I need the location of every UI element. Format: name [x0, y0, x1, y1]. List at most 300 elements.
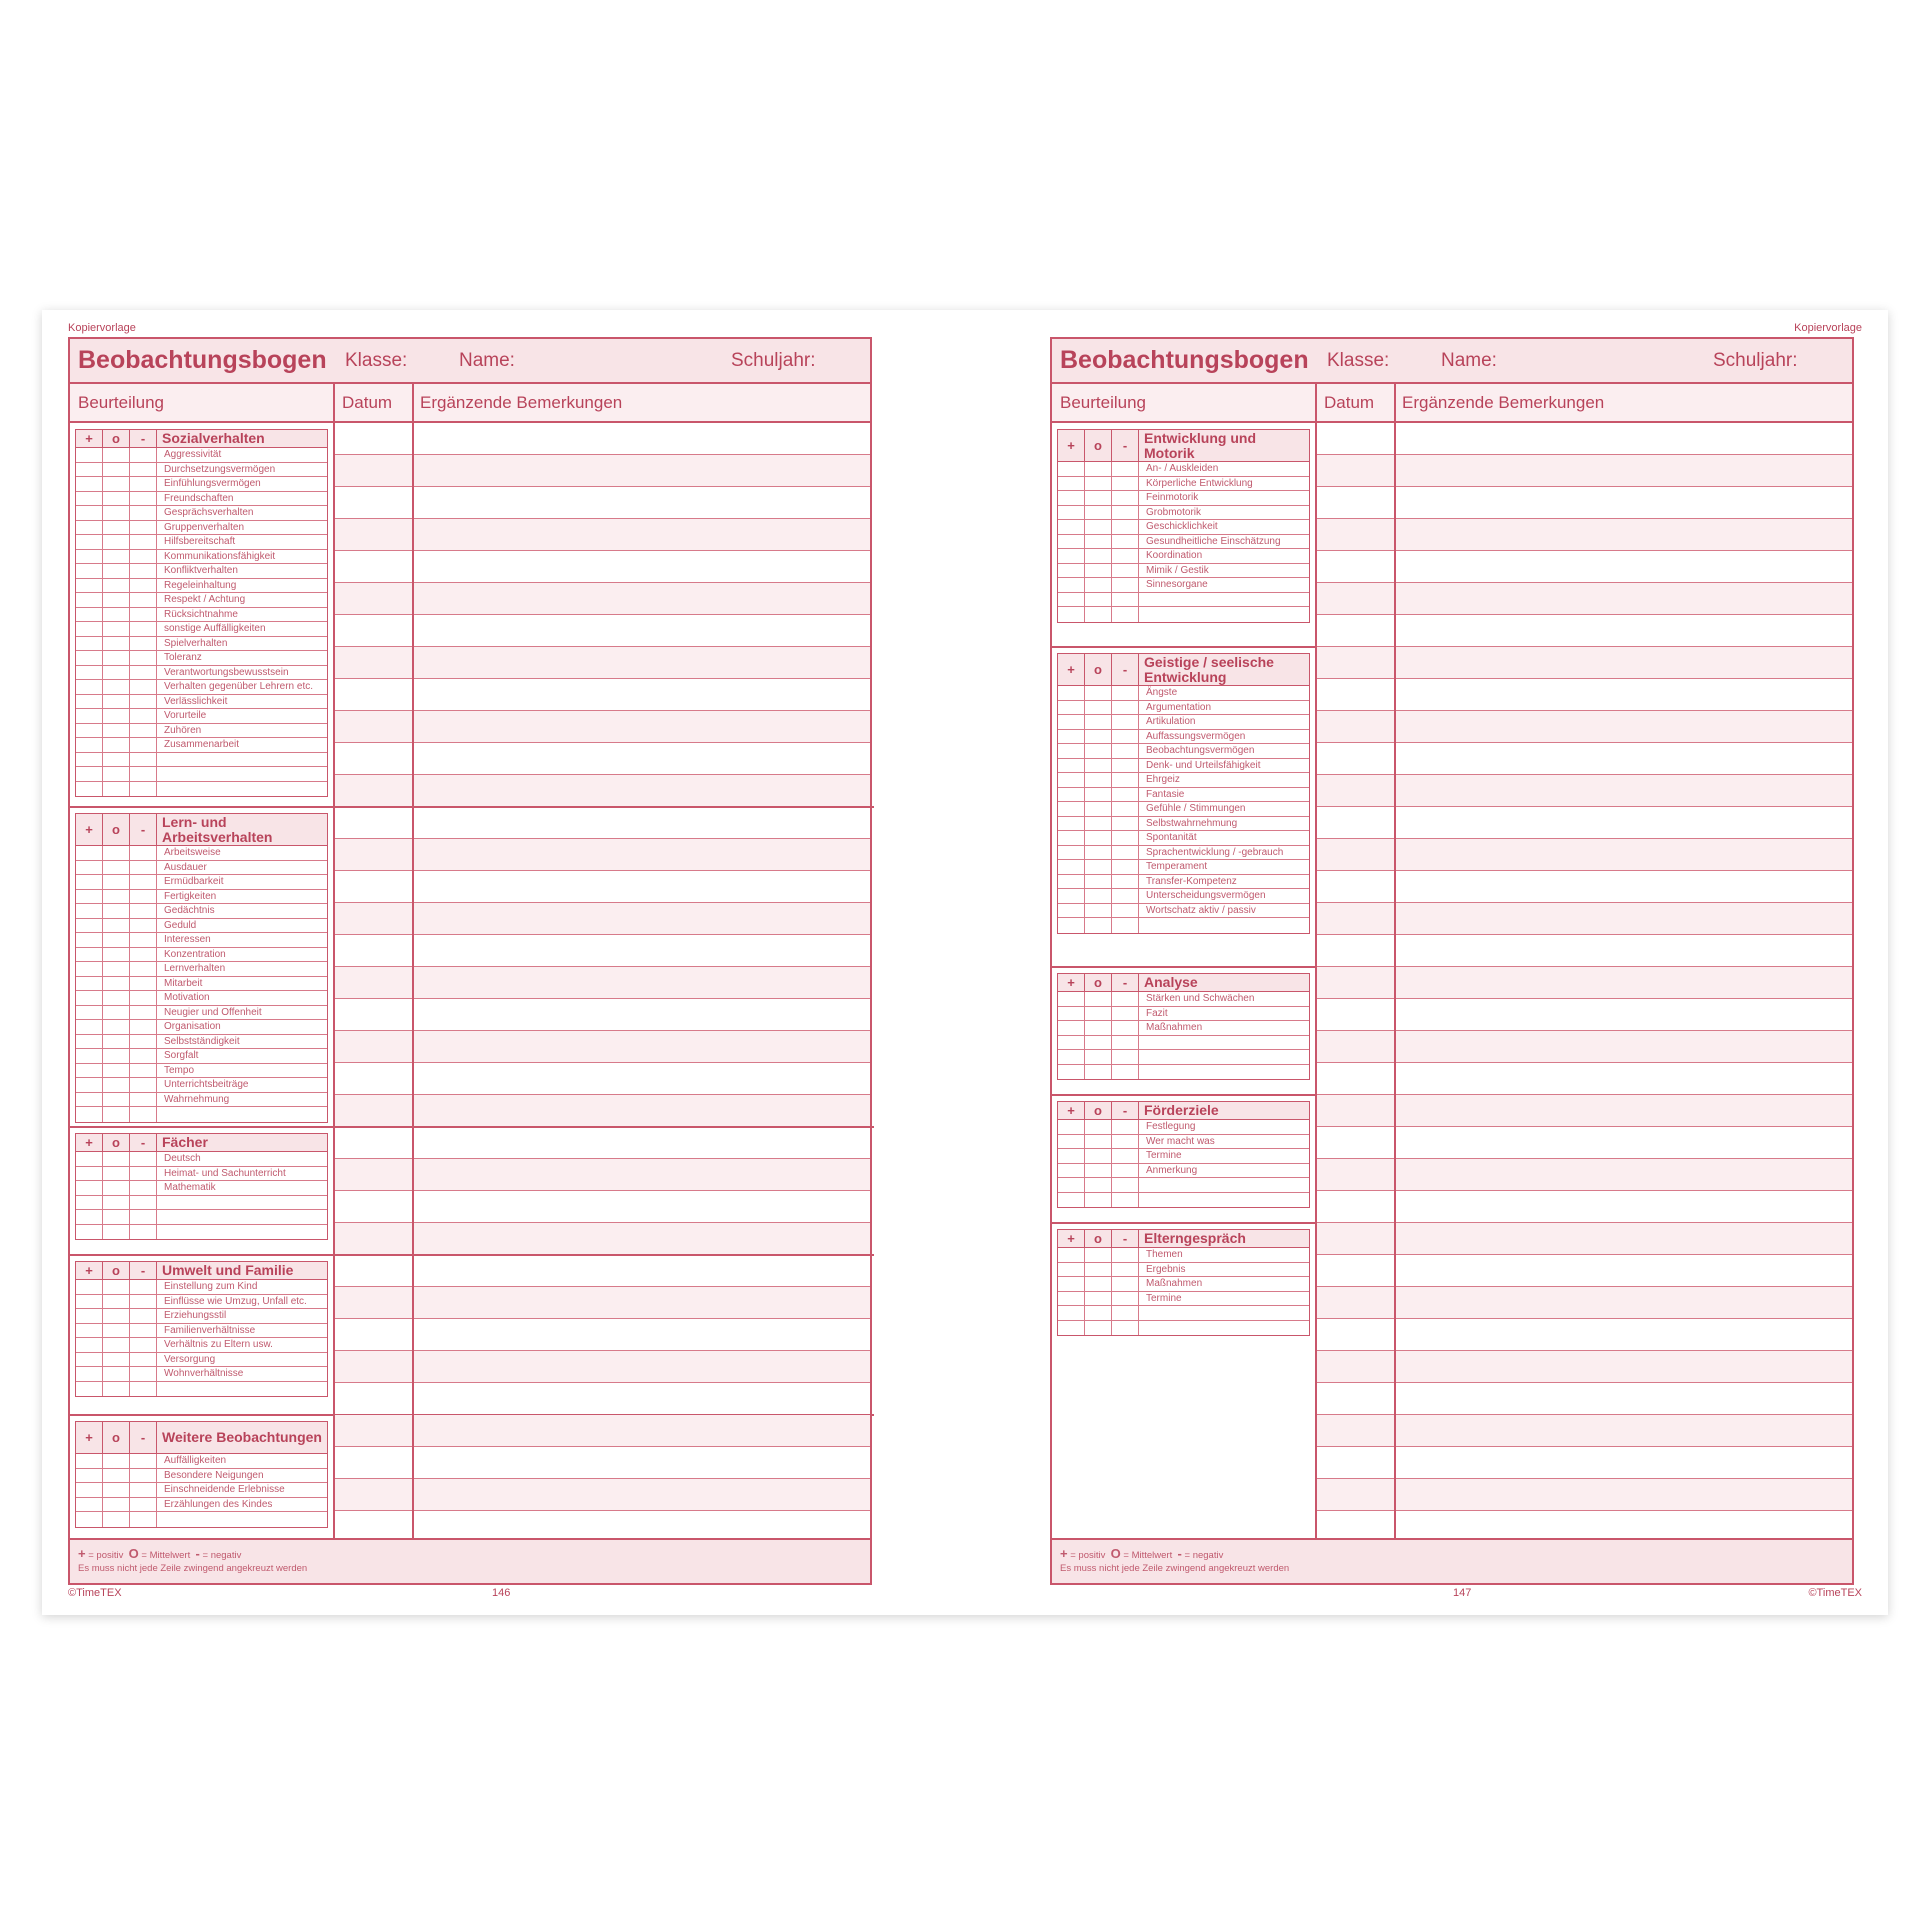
plus-checkbox[interactable] — [1058, 1050, 1085, 1064]
plus-checkbox[interactable] — [76, 1020, 103, 1034]
minus-checkbox[interactable] — [130, 890, 157, 904]
neutral-checkbox[interactable] — [103, 550, 130, 564]
plus-checkbox[interactable] — [76, 1512, 103, 1527]
neutral-checkbox[interactable] — [103, 506, 130, 520]
remark-row[interactable] — [1316, 519, 1852, 551]
plus-checkbox[interactable] — [76, 767, 103, 781]
plus-checkbox[interactable] — [1058, 788, 1085, 802]
neutral-checkbox[interactable] — [103, 637, 130, 651]
minus-checkbox[interactable] — [1112, 992, 1139, 1006]
neutral-checkbox[interactable] — [1085, 593, 1112, 607]
minus-checkbox[interactable] — [130, 1483, 157, 1497]
remark-row[interactable] — [334, 903, 870, 935]
plus-checkbox[interactable] — [1058, 1007, 1085, 1021]
minus-checkbox[interactable] — [1112, 686, 1139, 700]
neutral-checkbox[interactable] — [103, 1498, 130, 1512]
remark-row[interactable] — [1316, 679, 1852, 711]
neutral-checkbox[interactable] — [1085, 1306, 1112, 1320]
neutral-checkbox[interactable] — [1085, 831, 1112, 845]
plus-checkbox[interactable] — [76, 680, 103, 694]
minus-checkbox[interactable] — [1112, 1065, 1139, 1080]
minus-checkbox[interactable] — [1112, 1120, 1139, 1134]
minus-checkbox[interactable] — [1112, 1164, 1139, 1178]
minus-checkbox[interactable] — [1112, 701, 1139, 715]
plus-checkbox[interactable] — [76, 948, 103, 962]
plus-checkbox[interactable] — [76, 1367, 103, 1381]
neutral-checkbox[interactable] — [103, 1181, 130, 1195]
neutral-checkbox[interactable] — [1085, 860, 1112, 874]
remark-row[interactable] — [334, 1479, 870, 1511]
remark-row[interactable] — [1316, 1223, 1852, 1255]
neutral-checkbox[interactable] — [103, 1309, 130, 1323]
neutral-checkbox[interactable] — [103, 1367, 130, 1381]
minus-checkbox[interactable] — [1112, 1149, 1139, 1163]
plus-checkbox[interactable] — [76, 666, 103, 680]
plus-checkbox[interactable] — [76, 1498, 103, 1512]
plus-checkbox[interactable] — [1058, 1263, 1085, 1277]
plus-checkbox[interactable] — [1058, 860, 1085, 874]
neutral-checkbox[interactable] — [1085, 578, 1112, 592]
plus-checkbox[interactable] — [1058, 744, 1085, 758]
neutral-checkbox[interactable] — [1085, 1321, 1112, 1336]
neutral-checkbox[interactable] — [103, 448, 130, 462]
neutral-checkbox[interactable] — [103, 846, 130, 860]
remark-row[interactable] — [1316, 615, 1852, 647]
remark-row[interactable] — [334, 487, 870, 519]
neutral-checkbox[interactable] — [103, 1152, 130, 1166]
remark-row[interactable] — [1316, 583, 1852, 615]
minus-checkbox[interactable] — [1112, 607, 1139, 622]
neutral-checkbox[interactable] — [103, 1210, 130, 1224]
remark-row[interactable] — [334, 807, 870, 839]
neutral-checkbox[interactable] — [1085, 1120, 1112, 1134]
neutral-checkbox[interactable] — [103, 919, 130, 933]
remark-row[interactable] — [334, 1127, 870, 1159]
minus-checkbox[interactable] — [130, 1210, 157, 1224]
remark-row[interactable] — [1316, 1159, 1852, 1191]
neutral-checkbox[interactable] — [1085, 773, 1112, 787]
plus-checkbox[interactable] — [1058, 520, 1085, 534]
plus-checkbox[interactable] — [1058, 1292, 1085, 1306]
remark-row[interactable] — [1316, 1095, 1852, 1127]
neutral-checkbox[interactable] — [103, 948, 130, 962]
neutral-checkbox[interactable] — [1085, 1050, 1112, 1064]
minus-checkbox[interactable] — [1112, 578, 1139, 592]
minus-checkbox[interactable] — [1112, 802, 1139, 816]
neutral-checkbox[interactable] — [1085, 817, 1112, 831]
neutral-checkbox[interactable] — [103, 782, 130, 797]
plus-checkbox[interactable] — [76, 1210, 103, 1224]
remark-row[interactable] — [1316, 1031, 1852, 1063]
remark-row[interactable] — [1316, 1255, 1852, 1287]
plus-checkbox[interactable] — [1058, 817, 1085, 831]
remark-row[interactable] — [334, 583, 870, 615]
minus-checkbox[interactable] — [1112, 1050, 1139, 1064]
minus-checkbox[interactable] — [1112, 477, 1139, 491]
remark-row[interactable] — [334, 519, 870, 551]
neutral-checkbox[interactable] — [1085, 506, 1112, 520]
minus-checkbox[interactable] — [1112, 1277, 1139, 1291]
neutral-checkbox[interactable] — [1085, 889, 1112, 903]
plus-checkbox[interactable] — [1058, 1065, 1085, 1080]
plus-checkbox[interactable] — [1058, 1149, 1085, 1163]
minus-checkbox[interactable] — [130, 1498, 157, 1512]
minus-checkbox[interactable] — [130, 1280, 157, 1294]
minus-checkbox[interactable] — [130, 1324, 157, 1338]
neutral-checkbox[interactable] — [1085, 535, 1112, 549]
plus-checkbox[interactable] — [76, 1469, 103, 1483]
minus-checkbox[interactable] — [130, 962, 157, 976]
plus-checkbox[interactable] — [1058, 593, 1085, 607]
neutral-checkbox[interactable] — [1085, 564, 1112, 578]
plus-checkbox[interactable] — [76, 962, 103, 976]
remark-row[interactable] — [334, 1063, 870, 1095]
remark-row[interactable] — [334, 423, 870, 455]
remark-row[interactable] — [334, 1351, 870, 1383]
plus-checkbox[interactable] — [76, 1152, 103, 1166]
remark-row[interactable] — [1316, 1415, 1852, 1447]
neutral-checkbox[interactable] — [1085, 1135, 1112, 1149]
minus-checkbox[interactable] — [130, 724, 157, 738]
neutral-checkbox[interactable] — [103, 861, 130, 875]
neutral-checkbox[interactable] — [103, 651, 130, 665]
minus-checkbox[interactable] — [130, 666, 157, 680]
remark-row[interactable] — [334, 935, 870, 967]
plus-checkbox[interactable] — [76, 1167, 103, 1181]
neutral-checkbox[interactable] — [103, 904, 130, 918]
neutral-checkbox[interactable] — [1085, 462, 1112, 476]
plus-checkbox[interactable] — [1058, 549, 1085, 563]
plus-checkbox[interactable] — [1058, 1321, 1085, 1336]
minus-checkbox[interactable] — [1112, 535, 1139, 549]
neutral-checkbox[interactable] — [103, 492, 130, 506]
plus-checkbox[interactable] — [1058, 1164, 1085, 1178]
neutral-checkbox[interactable] — [103, 579, 130, 593]
plus-checkbox[interactable] — [76, 1035, 103, 1049]
neutral-checkbox[interactable] — [1085, 1263, 1112, 1277]
neutral-checkbox[interactable] — [1085, 491, 1112, 505]
neutral-checkbox[interactable] — [1085, 477, 1112, 491]
remark-row[interactable] — [334, 615, 870, 647]
neutral-checkbox[interactable] — [1085, 1065, 1112, 1080]
plus-checkbox[interactable] — [1058, 686, 1085, 700]
minus-checkbox[interactable] — [1112, 889, 1139, 903]
remark-row[interactable] — [334, 1159, 870, 1191]
minus-checkbox[interactable] — [130, 1338, 157, 1352]
plus-checkbox[interactable] — [76, 890, 103, 904]
remark-row[interactable] — [334, 551, 870, 583]
neutral-checkbox[interactable] — [1085, 802, 1112, 816]
remark-row[interactable] — [1316, 1479, 1852, 1511]
plus-checkbox[interactable] — [76, 1064, 103, 1078]
minus-checkbox[interactable] — [130, 463, 157, 477]
neutral-checkbox[interactable] — [103, 680, 130, 694]
minus-checkbox[interactable] — [130, 1020, 157, 1034]
minus-checkbox[interactable] — [1112, 1007, 1139, 1021]
plus-checkbox[interactable] — [76, 991, 103, 1005]
plus-checkbox[interactable] — [1058, 1135, 1085, 1149]
plus-checkbox[interactable] — [76, 1049, 103, 1063]
remark-row[interactable] — [1316, 423, 1852, 455]
minus-checkbox[interactable] — [130, 622, 157, 636]
minus-checkbox[interactable] — [130, 564, 157, 578]
neutral-checkbox[interactable] — [103, 1295, 130, 1309]
plus-checkbox[interactable] — [1058, 1178, 1085, 1192]
minus-checkbox[interactable] — [130, 1107, 157, 1122]
neutral-checkbox[interactable] — [103, 1338, 130, 1352]
plus-checkbox[interactable] — [1058, 1036, 1085, 1050]
plus-checkbox[interactable] — [1058, 607, 1085, 622]
minus-checkbox[interactable] — [130, 782, 157, 797]
neutral-checkbox[interactable] — [103, 1469, 130, 1483]
neutral-checkbox[interactable] — [1085, 1036, 1112, 1050]
minus-checkbox[interactable] — [1112, 520, 1139, 534]
klasse-field[interactable]: Klasse: — [345, 350, 408, 371]
minus-checkbox[interactable] — [1112, 831, 1139, 845]
remark-row[interactable] — [334, 1095, 870, 1127]
neutral-checkbox[interactable] — [103, 1454, 130, 1468]
plus-checkbox[interactable] — [76, 846, 103, 860]
remark-row[interactable] — [1316, 1319, 1852, 1351]
minus-checkbox[interactable] — [130, 1512, 157, 1527]
remark-row[interactable] — [1316, 1063, 1852, 1095]
remark-row[interactable] — [334, 967, 870, 999]
plus-checkbox[interactable] — [76, 448, 103, 462]
plus-checkbox[interactable] — [76, 977, 103, 991]
plus-checkbox[interactable] — [1058, 802, 1085, 816]
minus-checkbox[interactable] — [130, 593, 157, 607]
remark-row[interactable] — [334, 839, 870, 871]
minus-checkbox[interactable] — [1112, 1306, 1139, 1320]
neutral-checkbox[interactable] — [103, 875, 130, 889]
remark-row[interactable] — [1316, 1191, 1852, 1223]
plus-checkbox[interactable] — [1058, 462, 1085, 476]
plus-checkbox[interactable] — [1058, 491, 1085, 505]
schuljahr-field[interactable]: Schuljahr: — [731, 350, 816, 371]
minus-checkbox[interactable] — [130, 579, 157, 593]
plus-checkbox[interactable] — [76, 1181, 103, 1195]
neutral-checkbox[interactable] — [1085, 846, 1112, 860]
remark-row[interactable] — [334, 743, 870, 775]
minus-checkbox[interactable] — [130, 753, 157, 767]
neutral-checkbox[interactable] — [1085, 992, 1112, 1006]
remark-row[interactable] — [334, 1383, 870, 1415]
neutral-checkbox[interactable] — [1085, 875, 1112, 889]
name-field[interactable]: Name: — [1441, 350, 1497, 371]
minus-checkbox[interactable] — [1112, 773, 1139, 787]
minus-checkbox[interactable] — [1112, 875, 1139, 889]
minus-checkbox[interactable] — [130, 1167, 157, 1181]
remark-row[interactable] — [334, 711, 870, 743]
plus-checkbox[interactable] — [76, 463, 103, 477]
plus-checkbox[interactable] — [1058, 1306, 1085, 1320]
neutral-checkbox[interactable] — [1085, 520, 1112, 534]
remark-row[interactable] — [1316, 743, 1852, 775]
plus-checkbox[interactable] — [76, 782, 103, 797]
neutral-checkbox[interactable] — [103, 535, 130, 549]
neutral-checkbox[interactable] — [103, 608, 130, 622]
minus-checkbox[interactable] — [1112, 1178, 1139, 1192]
neutral-checkbox[interactable] — [103, 1006, 130, 1020]
neutral-checkbox[interactable] — [103, 1196, 130, 1210]
minus-checkbox[interactable] — [130, 904, 157, 918]
minus-checkbox[interactable] — [1112, 1135, 1139, 1149]
neutral-checkbox[interactable] — [1085, 686, 1112, 700]
plus-checkbox[interactable] — [1058, 918, 1085, 933]
minus-checkbox[interactable] — [130, 709, 157, 723]
remark-row[interactable] — [334, 1447, 870, 1479]
remark-row[interactable] — [1316, 1383, 1852, 1415]
neutral-checkbox[interactable] — [1085, 1193, 1112, 1208]
remark-row[interactable] — [1316, 999, 1852, 1031]
neutral-checkbox[interactable] — [103, 622, 130, 636]
minus-checkbox[interactable] — [130, 477, 157, 491]
neutral-checkbox[interactable] — [103, 991, 130, 1005]
plus-checkbox[interactable] — [76, 593, 103, 607]
neutral-checkbox[interactable] — [103, 724, 130, 738]
remark-row[interactable] — [1316, 807, 1852, 839]
minus-checkbox[interactable] — [130, 846, 157, 860]
minus-checkbox[interactable] — [130, 651, 157, 665]
neutral-checkbox[interactable] — [103, 1225, 130, 1240]
minus-checkbox[interactable] — [130, 1295, 157, 1309]
neutral-checkbox[interactable] — [1085, 904, 1112, 918]
plus-checkbox[interactable] — [1058, 773, 1085, 787]
minus-checkbox[interactable] — [130, 1196, 157, 1210]
plus-checkbox[interactable] — [76, 1196, 103, 1210]
minus-checkbox[interactable] — [1112, 593, 1139, 607]
minus-checkbox[interactable] — [1112, 860, 1139, 874]
minus-checkbox[interactable] — [130, 492, 157, 506]
minus-checkbox[interactable] — [1112, 1021, 1139, 1035]
minus-checkbox[interactable] — [1112, 1292, 1139, 1306]
remark-row[interactable] — [1316, 1127, 1852, 1159]
plus-checkbox[interactable] — [1058, 904, 1085, 918]
neutral-checkbox[interactable] — [103, 1020, 130, 1034]
minus-checkbox[interactable] — [1112, 918, 1139, 933]
minus-checkbox[interactable] — [1112, 1248, 1139, 1262]
minus-checkbox[interactable] — [130, 1006, 157, 1020]
remark-row[interactable] — [1316, 967, 1852, 999]
neutral-checkbox[interactable] — [103, 767, 130, 781]
plus-checkbox[interactable] — [76, 738, 103, 752]
minus-checkbox[interactable] — [1112, 506, 1139, 520]
neutral-checkbox[interactable] — [1085, 1277, 1112, 1291]
minus-checkbox[interactable] — [130, 1382, 157, 1397]
neutral-checkbox[interactable] — [103, 1382, 130, 1397]
neutral-checkbox[interactable] — [1085, 744, 1112, 758]
remark-row[interactable] — [334, 1223, 870, 1255]
plus-checkbox[interactable] — [76, 608, 103, 622]
plus-checkbox[interactable] — [76, 550, 103, 564]
minus-checkbox[interactable] — [130, 550, 157, 564]
minus-checkbox[interactable] — [130, 608, 157, 622]
neutral-checkbox[interactable] — [103, 1353, 130, 1367]
minus-checkbox[interactable] — [130, 977, 157, 991]
minus-checkbox[interactable] — [130, 1049, 157, 1063]
minus-checkbox[interactable] — [130, 535, 157, 549]
plus-checkbox[interactable] — [1058, 846, 1085, 860]
minus-checkbox[interactable] — [130, 919, 157, 933]
neutral-checkbox[interactable] — [103, 1093, 130, 1107]
plus-checkbox[interactable] — [1058, 831, 1085, 845]
remark-row[interactable] — [1316, 871, 1852, 903]
plus-checkbox[interactable] — [1058, 564, 1085, 578]
remark-row[interactable] — [1316, 647, 1852, 679]
neutral-checkbox[interactable] — [1085, 1248, 1112, 1262]
minus-checkbox[interactable] — [1112, 904, 1139, 918]
plus-checkbox[interactable] — [76, 651, 103, 665]
neutral-checkbox[interactable] — [1085, 715, 1112, 729]
minus-checkbox[interactable] — [130, 1469, 157, 1483]
neutral-checkbox[interactable] — [103, 890, 130, 904]
minus-checkbox[interactable] — [1112, 564, 1139, 578]
plus-checkbox[interactable] — [1058, 759, 1085, 773]
plus-checkbox[interactable] — [76, 1309, 103, 1323]
neutral-checkbox[interactable] — [103, 753, 130, 767]
remark-row[interactable] — [1316, 775, 1852, 807]
minus-checkbox[interactable] — [130, 695, 157, 709]
remark-row[interactable] — [334, 1287, 870, 1319]
plus-checkbox[interactable] — [1058, 535, 1085, 549]
neutral-checkbox[interactable] — [1085, 1007, 1112, 1021]
minus-checkbox[interactable] — [1112, 549, 1139, 563]
neutral-checkbox[interactable] — [103, 1483, 130, 1497]
neutral-checkbox[interactable] — [103, 1035, 130, 1049]
remark-row[interactable] — [334, 647, 870, 679]
plus-checkbox[interactable] — [76, 564, 103, 578]
remark-row[interactable] — [1316, 1447, 1852, 1479]
minus-checkbox[interactable] — [130, 1152, 157, 1166]
plus-checkbox[interactable] — [1058, 1021, 1085, 1035]
neutral-checkbox[interactable] — [1085, 549, 1112, 563]
minus-checkbox[interactable] — [130, 1454, 157, 1468]
neutral-checkbox[interactable] — [103, 666, 130, 680]
minus-checkbox[interactable] — [1112, 846, 1139, 860]
minus-checkbox[interactable] — [130, 680, 157, 694]
remark-row[interactable] — [1316, 455, 1852, 487]
neutral-checkbox[interactable] — [1085, 1292, 1112, 1306]
minus-checkbox[interactable] — [1112, 730, 1139, 744]
remark-row[interactable] — [334, 1031, 870, 1063]
plus-checkbox[interactable] — [76, 521, 103, 535]
minus-checkbox[interactable] — [130, 1181, 157, 1195]
minus-checkbox[interactable] — [130, 506, 157, 520]
minus-checkbox[interactable] — [130, 875, 157, 889]
plus-checkbox[interactable] — [76, 477, 103, 491]
minus-checkbox[interactable] — [130, 1309, 157, 1323]
neutral-checkbox[interactable] — [103, 564, 130, 578]
plus-checkbox[interactable] — [1058, 992, 1085, 1006]
minus-checkbox[interactable] — [130, 521, 157, 535]
plus-checkbox[interactable] — [76, 579, 103, 593]
remark-row[interactable] — [334, 455, 870, 487]
minus-checkbox[interactable] — [1112, 715, 1139, 729]
plus-checkbox[interactable] — [76, 1454, 103, 1468]
neutral-checkbox[interactable] — [103, 933, 130, 947]
neutral-checkbox[interactable] — [1085, 701, 1112, 715]
neutral-checkbox[interactable] — [1085, 788, 1112, 802]
neutral-checkbox[interactable] — [1085, 759, 1112, 773]
minus-checkbox[interactable] — [130, 1078, 157, 1092]
neutral-checkbox[interactable] — [103, 1049, 130, 1063]
neutral-checkbox[interactable] — [103, 593, 130, 607]
neutral-checkbox[interactable] — [1085, 607, 1112, 622]
neutral-checkbox[interactable] — [103, 695, 130, 709]
plus-checkbox[interactable] — [1058, 875, 1085, 889]
plus-checkbox[interactable] — [76, 1107, 103, 1122]
plus-checkbox[interactable] — [76, 1382, 103, 1397]
